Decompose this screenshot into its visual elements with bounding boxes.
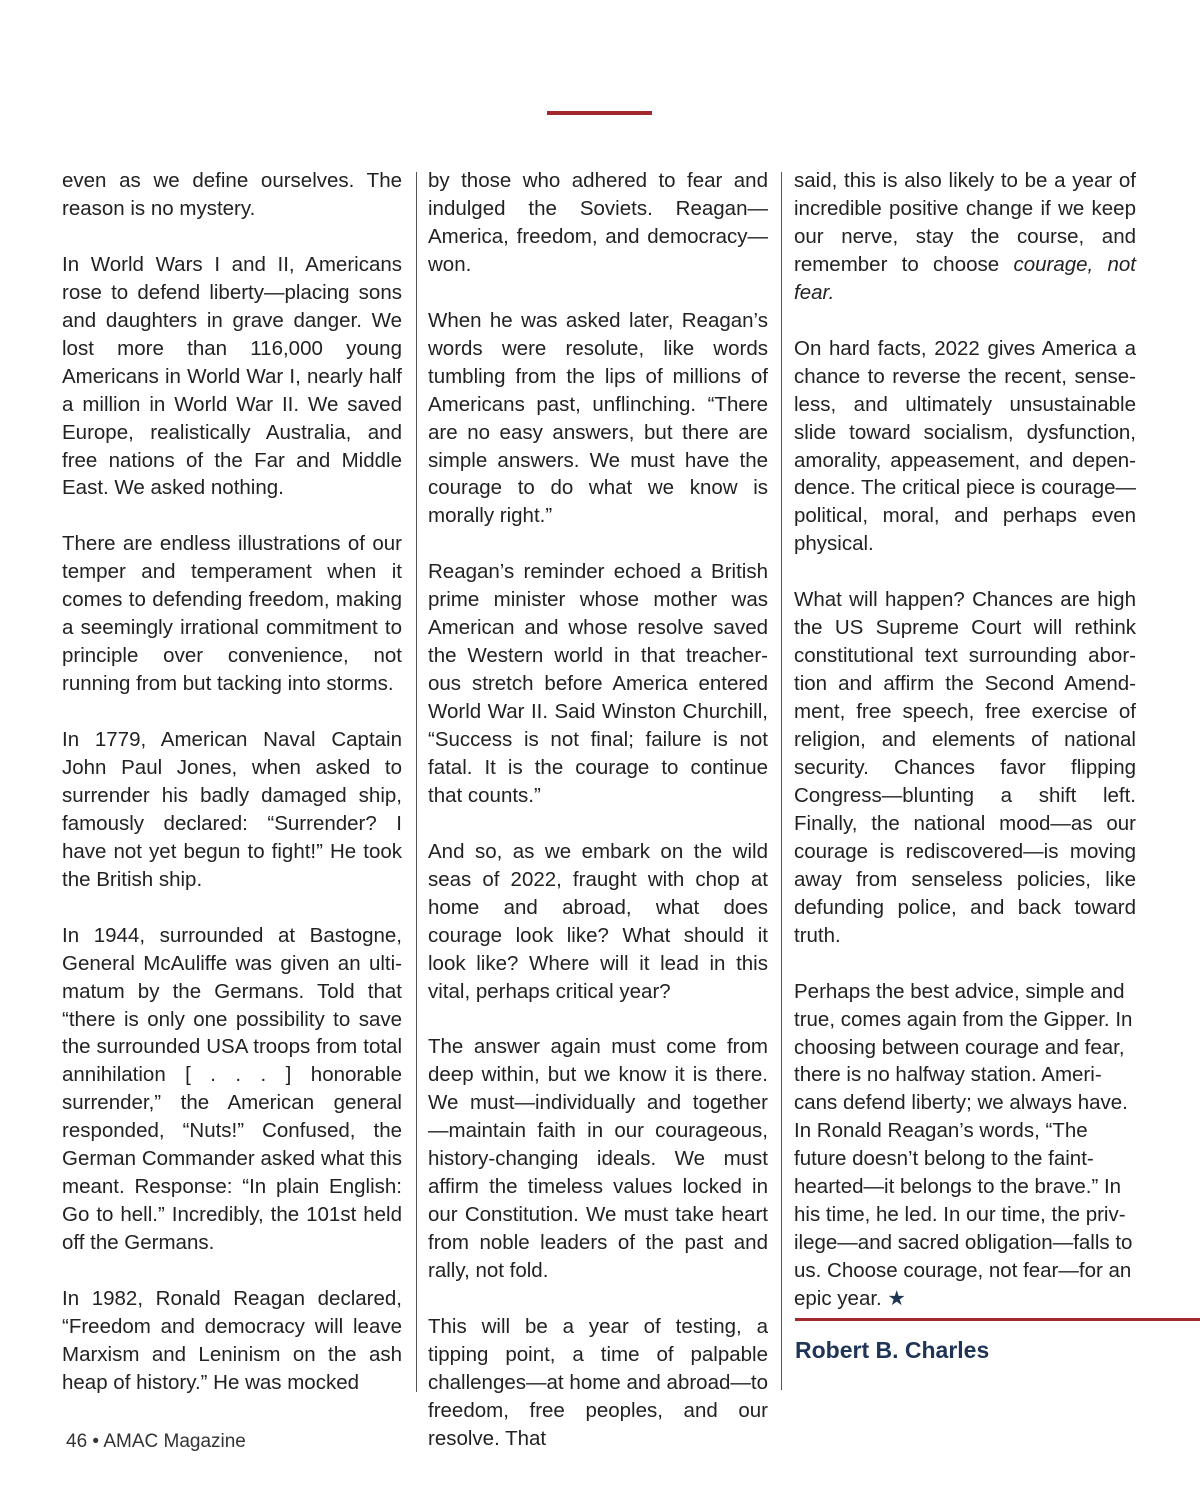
- paragraph: by those who adhered to fear and indulged the Soviets. Reagan—America, freedom, and democracy—won.: [428, 169, 768, 276]
- page-number: 46: [66, 1431, 88, 1452]
- article-column-left: [62, 167, 402, 1397]
- column-divider: [416, 172, 417, 1392]
- paragraph-text: Perhaps the best advice, simple and true, comes again from the Gipper. In choosing between courage and fear, there is no halfway station. Americans defend liberty; we always have. In Ronald Reagan’s words, “The future doesn’t belong to the fainthearted—it belongs to the brave.” In his time, he led. In our time, the privilege—and sacred obligation—falls to us. Choose courage, not fear—for an epic year.: [794, 979, 1133, 1311]
- paragraph: There are endless illustrations of our temper and temperament when it comes to defending freedom, making a seemingly irrational commitment to principle over convenience, not running from but tacking into storms.: [62, 532, 402, 696]
- paragraph: even as we define ourselves. The reason is no mystery.: [62, 169, 402, 220]
- top-accent-rule: [547, 111, 652, 115]
- page-footer: [66, 1431, 246, 1453]
- signature-rule: [795, 1318, 1200, 1321]
- paragraph: In World Wars I and II, Americans rose to defend liberty—placing sons and daughters in grave danger. We lost more than 116,000 young Americans in World War I, nearly half a million in World War II. We saved Europe, realistically Australia, and free nations of the Far and Middle East. We asked nothing.: [62, 252, 402, 500]
- paragraph: On hard facts, 2022 gives America a chance to reverse the recent, senseless, and ultimately unsustainable slide toward socialism, dysfunction, amorality, appeasement, and dependence. The critical piece is courage—political, moral, and perhaps even physical.: [794, 336, 1136, 556]
- paragraph: In 1982, Ronald Reagan declared, “Freedom and democracy will leave Marxism and Leninism on the ash heap of history.” He was mocked: [62, 1287, 402, 1394]
- publication-name: AMAC Magazine: [103, 1431, 246, 1452]
- column-divider: [781, 172, 782, 1390]
- author-name: Robert B. Charles: [795, 1337, 990, 1363]
- article-column-middle: [428, 167, 768, 1453]
- paragraph-text: said, this is also likely to be a year of incredible positive change if we keep our nerve, stay the course, and remember to choose: [794, 169, 1136, 276]
- paragraph: In 1944, surrounded at Bastogne, General McAuliffe was given an ultimatum by the Germans. Told that “there is only one possibility to save the surrounded USA troops from total annihilation [ . . . ] honorable surrender,” the American general responded, “Nuts!” Confused, the German Commander asked what this meant. Response: “In plain English: Go to hell.” Incredibly, the 101st held off the Germans.: [62, 923, 402, 1255]
- paragraph: [794, 167, 1136, 307]
- article-column-right: [794, 167, 1136, 1313]
- paragraph: The answer again must come from deep within, but we know it is there. We must—individually and together—maintain faith in our courageous, history-changing ideals. We must affirm the timeless values locked in our Constitution. We must take heart from noble leaders of the past and rally, not fold.: [428, 1035, 768, 1283]
- paragraph: In 1779, American Naval Captain John Paul Jones, when asked to surrender his badly damaged ship, famously declared: “Surrender? I have not yet begun to fight!” He took the British ship.: [62, 728, 402, 891]
- star-icon: ★: [887, 1287, 906, 1311]
- paragraph: This will be a year of testing, a tipping point, a time of palpable challenges—at home and abroad—to freedom, free peoples, and our resolve. That: [428, 1315, 768, 1450]
- paragraph: What will happen? Chances are high the US Supreme Court will rethink constitutional text surrounding abortion and affirm the Second Amendment, free speech, free exercise of religion, and elements of national security. Chances favor flipping Congress—blunting a shift left. Finally, the national mood—as our courage is rediscovered—is moving away from senseless policies, like defunding police, and back toward truth.: [794, 588, 1136, 947]
- paragraph: Reagan’s reminder echoed a British prime minister whose mother was American and whose resolve saved the Western world in that treacherous stretch before America entered World War II. Said Winston Churchill, “Success is not final; failure is not fatal. It is the courage to continue that counts.”: [428, 560, 768, 807]
- emphasis-text: courage, not fear.: [794, 252, 1136, 304]
- paragraph: When he was asked later, Reagan’s words were resolute, like words tumbling from the lips of millions of Americans past, unflinching. “There are no easy answers, but there are simple answers. We must have the courage to do what we know is morally right.”: [428, 308, 768, 528]
- footer-separator: •: [92, 1431, 100, 1452]
- paragraph: And so, as we embark on the wild seas of 2022, fraught with chop at home and abroad, what does courage look like? What should it look like? Where will it lead in this vital, perhaps critical year?: [428, 839, 768, 1003]
- paragraph: [794, 978, 1136, 1313]
